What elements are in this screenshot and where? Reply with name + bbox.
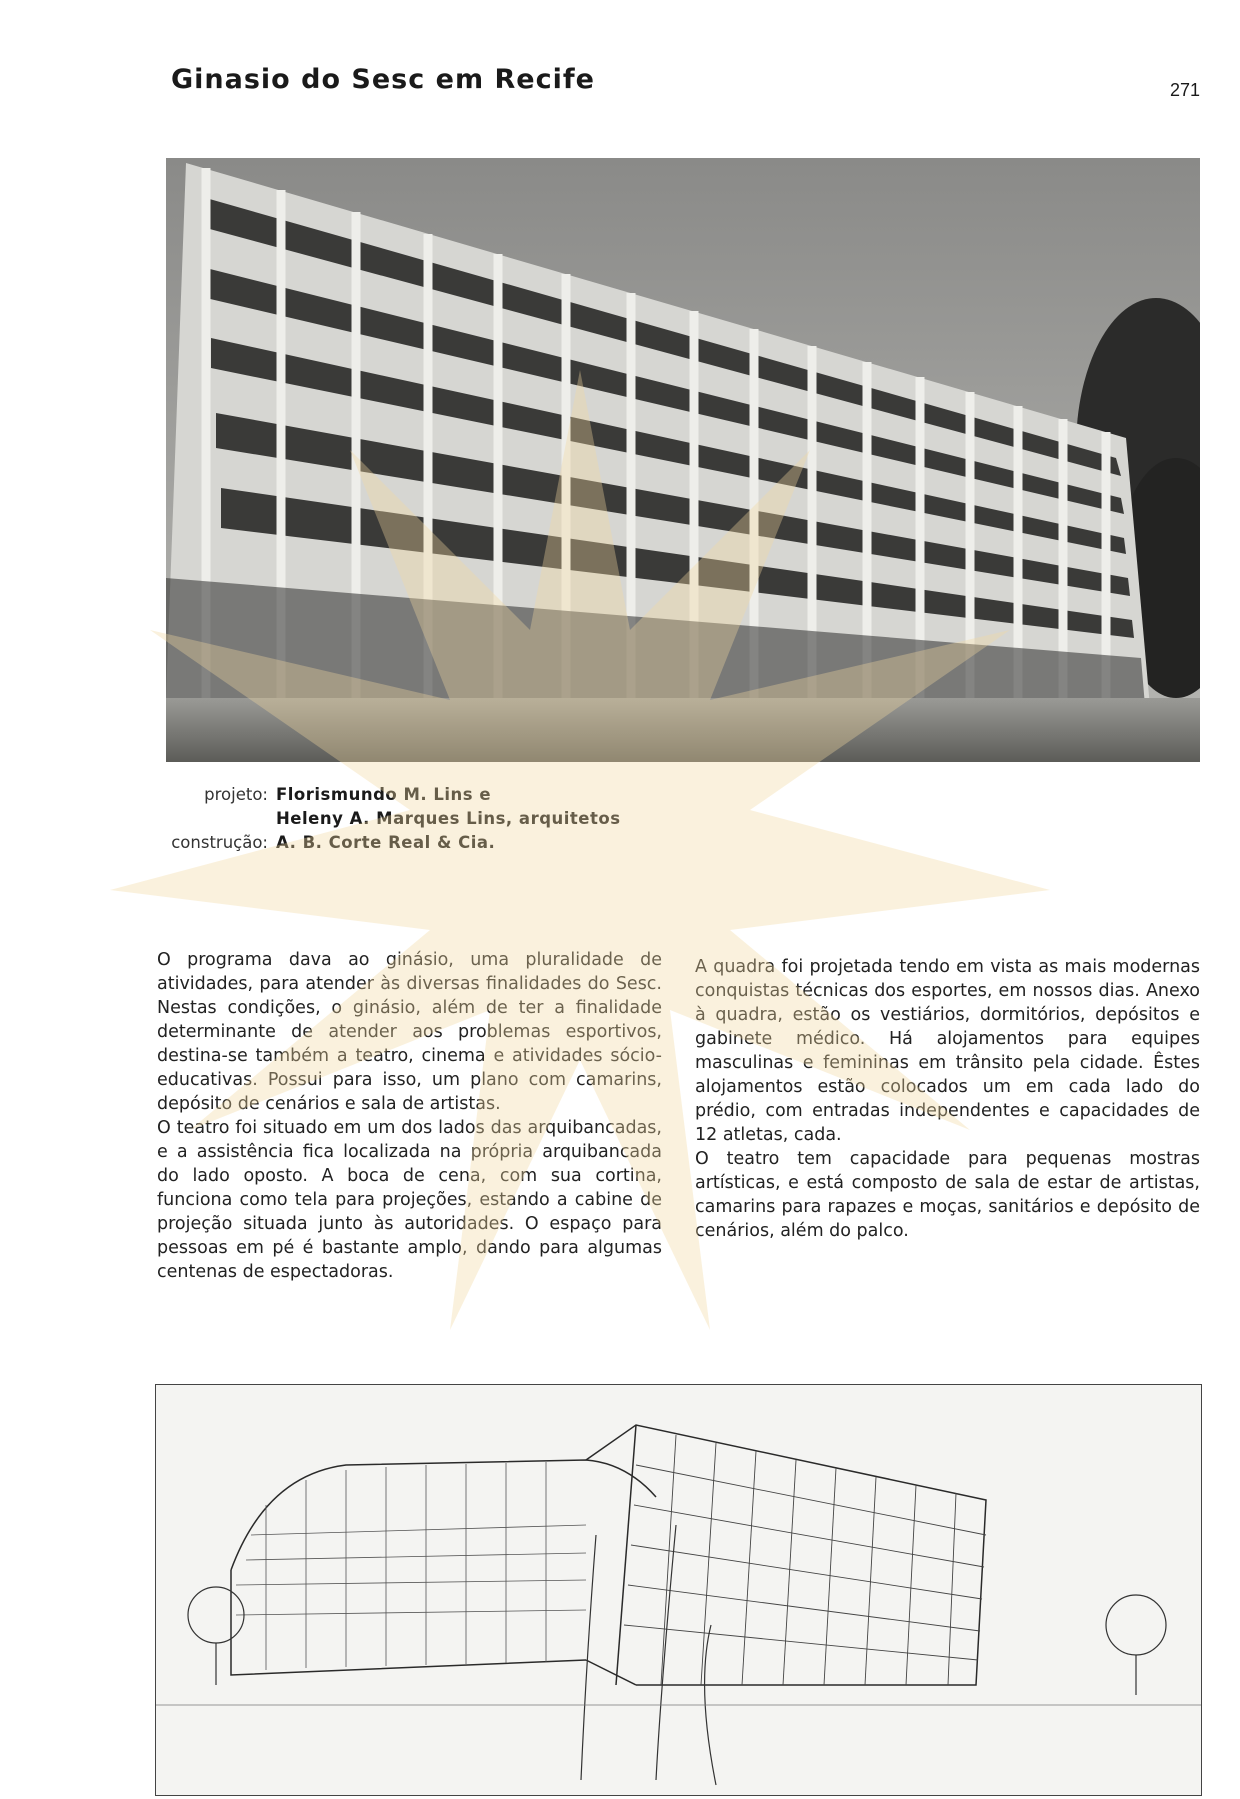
- credit-value: A. B. Corte Real & Cia.: [276, 833, 496, 852]
- credit-row: [150, 783, 670, 807]
- paragraph: A quadra foi projetada tendo em vista as mais modernas conquistas técnicas dos esportes, em nossos dias. Anexo à quadra, estão os vestiários, dormitórios, depósitos e gabinete médico. Há alojamentos para equipes masculinas e femininas em trânsito pela cidade. Êstes alojamentos estão colocados um em cada lado do prédio, com entradas independentes e capacidades de 12 atletas, cada.: [695, 957, 1200, 1145]
- credit-row: [150, 831, 670, 855]
- credit-row: [150, 807, 670, 831]
- paragraph: O teatro foi situado em um dos lados das arquibancadas, e a assistência fica localizada na própria arquibancada do lado oposto. A boca de cena, com sua cortina, funciona como tela para projeções, estando a cabine de projeção situada junto às autoridades. O espaço para pessoas em pé é bastante amplo, dando para algumas centenas de espectadoras.: [157, 1118, 662, 1282]
- perspective-drawing: [155, 1384, 1202, 1796]
- credit-label: [150, 807, 276, 831]
- left-text-column: [157, 948, 662, 1284]
- paragraph: O programa dava ao ginásio, uma pluralidade de atividades, para atender às diversas finalidades do Sesc. Nestas condições, o ginásio, além de ter a finalidade determinante de atender aos problemas esportivos, destina-se também a teatro, cinema e atividades sócio-educativas. Possui para isso, um plano com camarins, depósito de cenários e sala de artistas.: [157, 950, 662, 1114]
- paragraph: O teatro tem capacidade para pequenas mostras artísticas, e está composto de sala de estar de artistas, camarins para rapazes e moças, sanitários e depósito de cenários, além do palco.: [695, 1149, 1200, 1241]
- credit-value: Florismundo M. Lins e: [276, 785, 492, 804]
- right-text-column: [695, 955, 1200, 1243]
- credit-value: Heleny A. Marques Lins, arquitetos: [276, 809, 621, 828]
- credit-label: projeto:: [204, 785, 268, 804]
- credit-label: construção:: [171, 833, 268, 852]
- project-credits: [150, 783, 670, 855]
- page-number: 271: [1170, 80, 1201, 100]
- building-photo: [166, 158, 1200, 762]
- page-title: Ginasio do Sesc em Recife: [171, 64, 595, 95]
